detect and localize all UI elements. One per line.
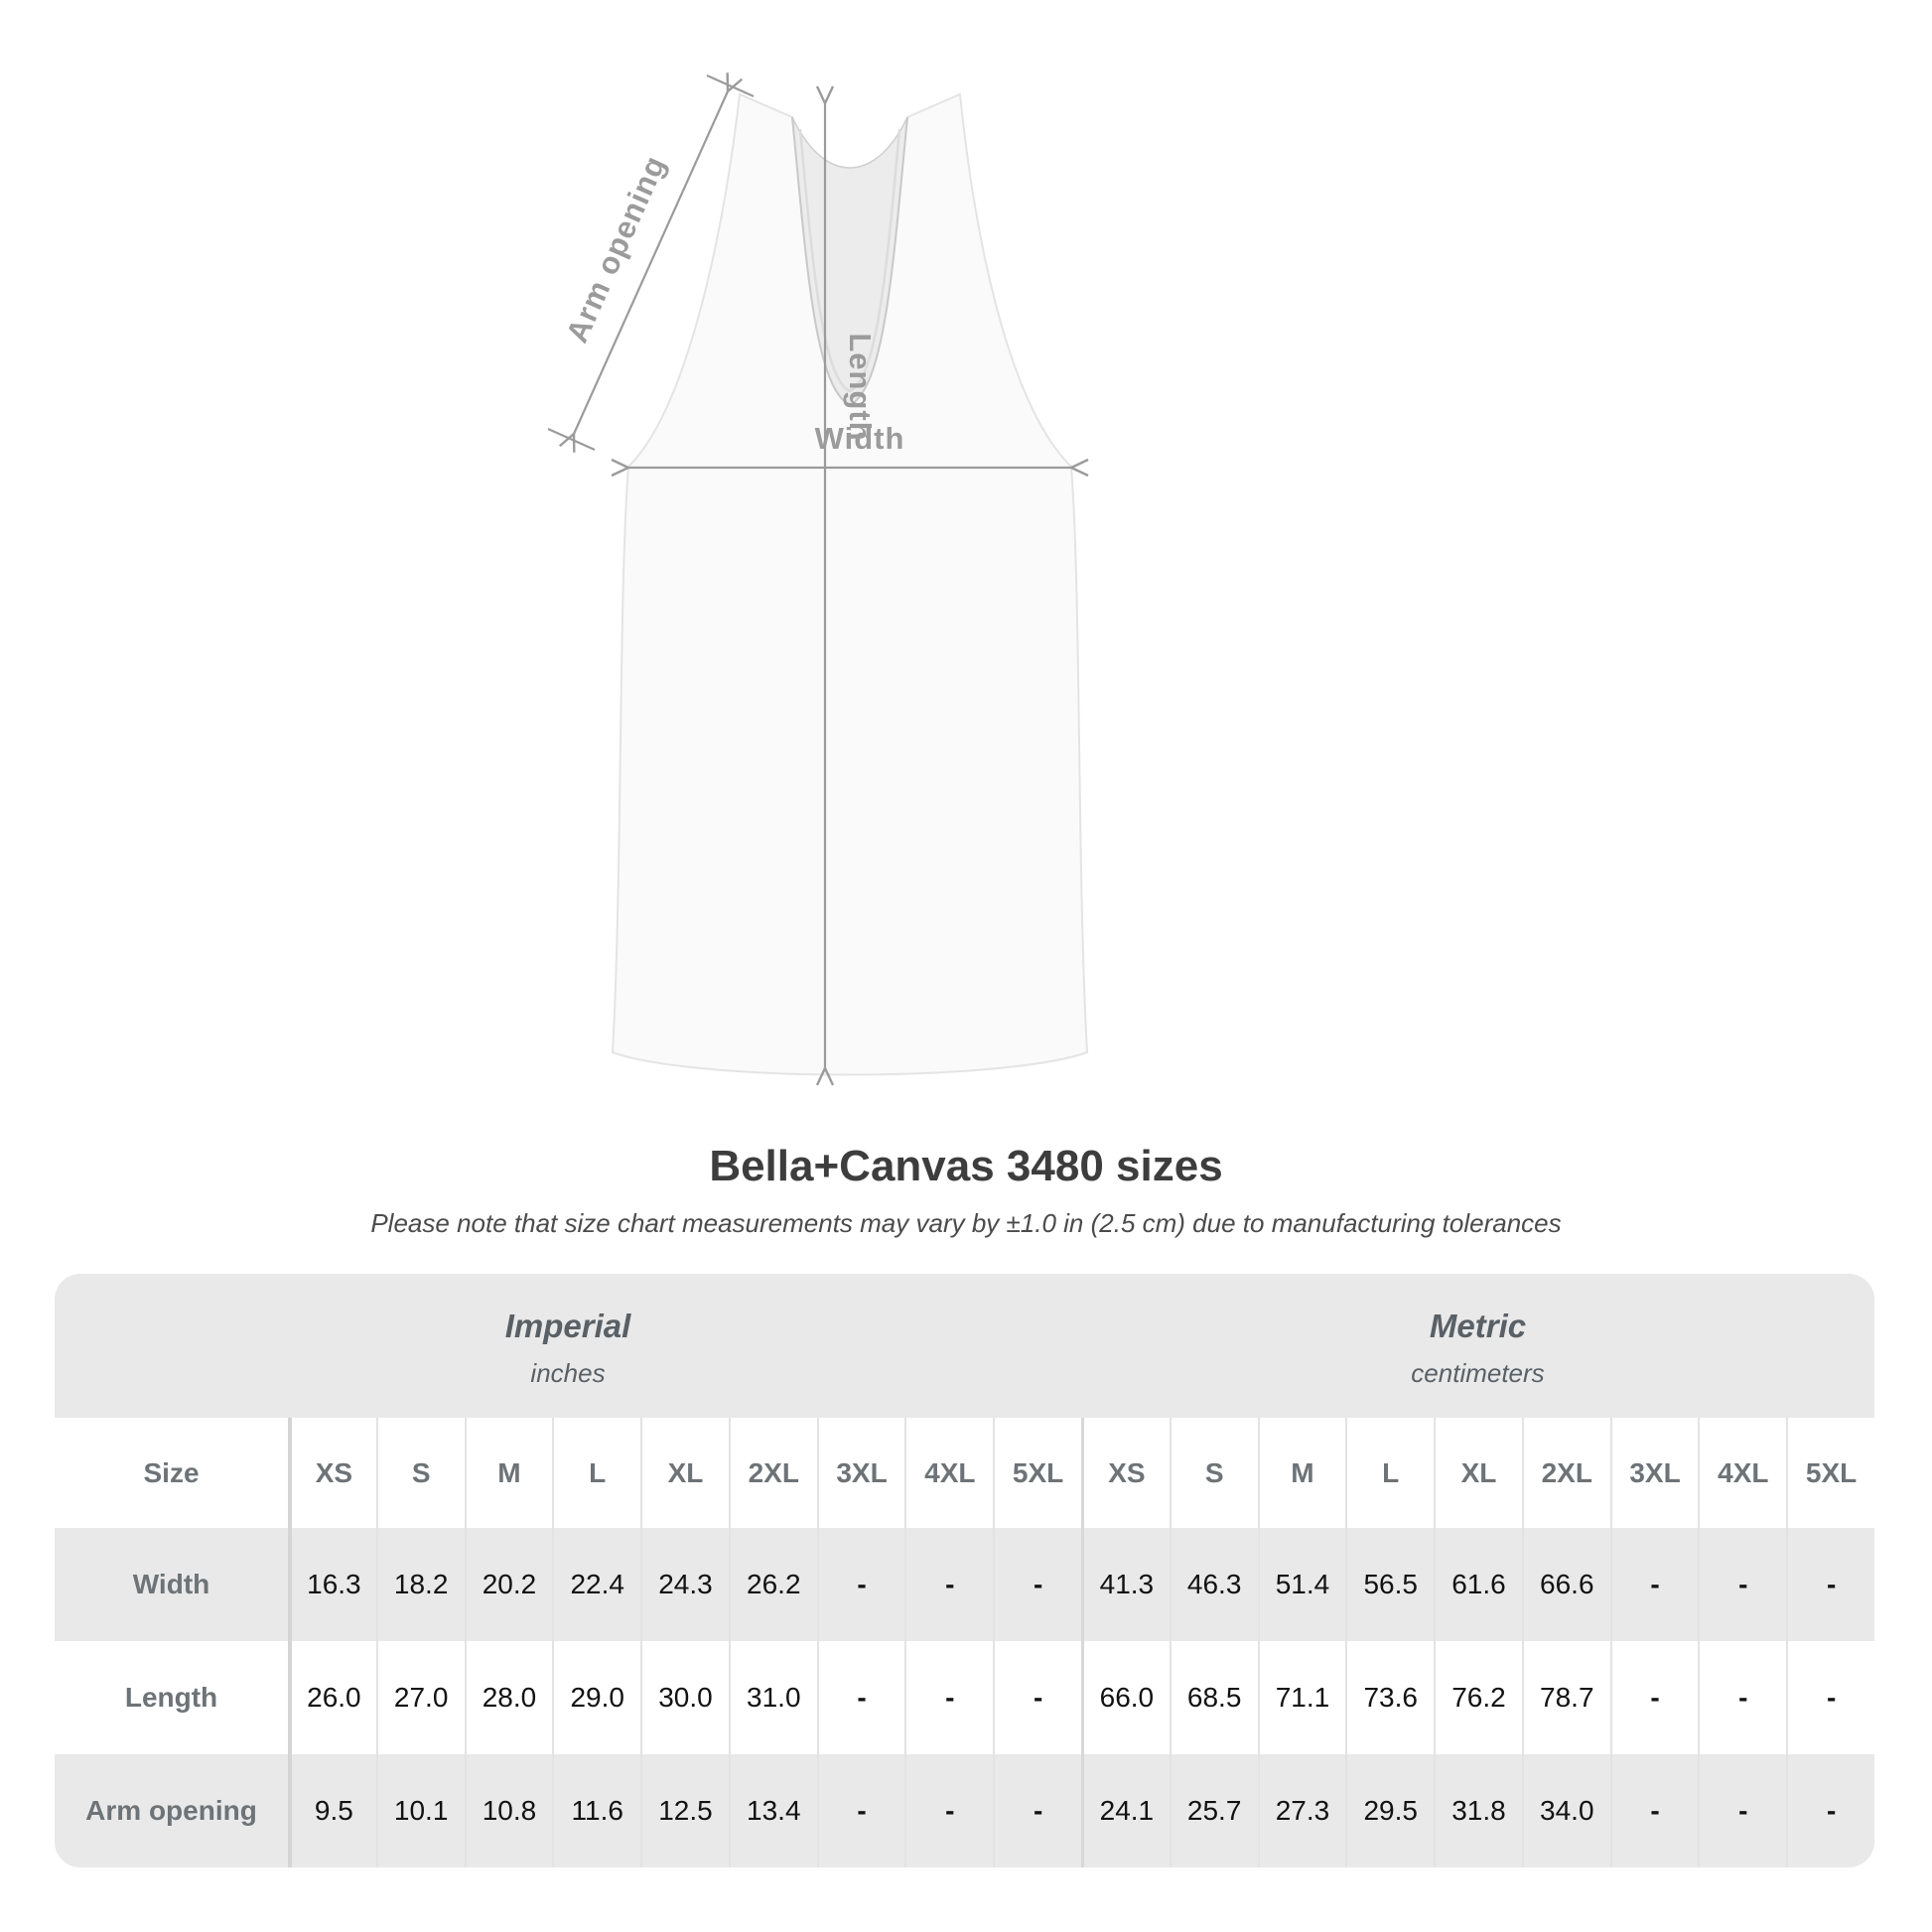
row-label: Length: [124, 1682, 218, 1713]
size-column-header: XL: [640, 1418, 729, 1528]
value-cell: -: [1786, 1641, 1874, 1754]
value-cell: 16.3: [288, 1528, 376, 1641]
value-cell: -: [1786, 1754, 1874, 1867]
value-cell: -: [1698, 1528, 1786, 1641]
value-cell: 41.3: [1081, 1528, 1170, 1641]
page-title: Bella+Canvas 3480 sizes: [709, 1142, 1223, 1190]
size-column-header: L: [552, 1418, 640, 1528]
value-cell: 10.8: [465, 1754, 553, 1867]
value-cell: 51.4: [1258, 1528, 1346, 1641]
value-cell: 22.4: [552, 1528, 640, 1641]
value-cell: 18.2: [376, 1528, 465, 1641]
size-chart-table: [55, 1274, 1874, 1867]
size-column-header: XS: [1081, 1418, 1170, 1528]
value-cell: -: [1698, 1754, 1786, 1867]
value-cell: 30.0: [640, 1641, 729, 1754]
value-cell: 34.0: [1522, 1754, 1610, 1867]
size-column-header: 2XL: [1522, 1418, 1610, 1528]
size-column-header: 4XL: [904, 1418, 993, 1528]
value-cell: 12.5: [640, 1754, 729, 1867]
value-cell: -: [1698, 1641, 1786, 1754]
size-column-header: 3XL: [817, 1418, 905, 1528]
value-cell: -: [993, 1528, 1081, 1641]
size-column-header: S: [1170, 1418, 1258, 1528]
value-cell: 27.3: [1258, 1754, 1346, 1867]
width-label: Width: [814, 421, 905, 456]
tolerance-note: Please note that size chart measurements may vary by ±1.0 in (2.5 cm) due to manufacturing tolerances: [370, 1208, 1562, 1238]
value-cell: 25.7: [1170, 1754, 1258, 1867]
value-cell: 24.3: [640, 1528, 729, 1641]
value-cell: 71.1: [1258, 1641, 1346, 1754]
metric-sublabel: centimeters: [1411, 1357, 1545, 1388]
value-cell: -: [993, 1754, 1081, 1867]
value-cell: 73.6: [1345, 1641, 1434, 1754]
value-cell: -: [993, 1641, 1081, 1754]
size-column-header: M: [465, 1418, 553, 1528]
value-cell: 66.6: [1522, 1528, 1610, 1641]
table-row-length: [55, 1641, 1874, 1754]
imperial-label: Imperial: [504, 1307, 631, 1344]
value-cell: -: [1786, 1528, 1874, 1641]
value-cell: 78.7: [1522, 1641, 1610, 1754]
measure-tick: [707, 75, 754, 96]
size-column-header: XS: [288, 1418, 376, 1528]
size-column-header: 4XL: [1698, 1418, 1786, 1528]
table-row-arm-opening: [55, 1754, 1874, 1867]
value-cell: 9.5: [288, 1754, 376, 1867]
metric-header: [1081, 1274, 1874, 1418]
size-column-header: 5XL: [993, 1418, 1081, 1528]
value-cell: 11.6: [552, 1754, 640, 1867]
value-cell: -: [1610, 1528, 1699, 1641]
value-cell: -: [817, 1754, 905, 1867]
value-cell: 28.0: [465, 1641, 553, 1754]
value-cell: 29.0: [552, 1641, 640, 1754]
value-cell: -: [1610, 1641, 1699, 1754]
value-cell: 56.5: [1345, 1528, 1434, 1641]
metric-label: Metric: [1429, 1307, 1527, 1344]
value-cell: 10.1: [376, 1754, 465, 1867]
length-label: Length: [843, 333, 878, 442]
value-cell: 20.2: [465, 1528, 553, 1641]
row-label: Width: [132, 1569, 210, 1599]
value-cell: 46.3: [1170, 1528, 1258, 1641]
imperial-sublabel: inches: [530, 1357, 606, 1388]
value-cell: 26.0: [288, 1641, 376, 1754]
value-cell: 66.0: [1081, 1641, 1170, 1754]
size-column-header: L: [1345, 1418, 1434, 1528]
unit-group-header-row: [55, 1274, 1874, 1418]
size-column-header: 3XL: [1610, 1418, 1699, 1528]
arm-opening-label: Arm opening: [559, 150, 673, 348]
size-column-header: S: [376, 1418, 465, 1528]
measure-tick: [548, 429, 595, 450]
value-cell: 61.6: [1434, 1528, 1522, 1641]
value-cell: 24.1: [1081, 1754, 1170, 1867]
value-cell: -: [1610, 1754, 1699, 1867]
size-column-header: XL: [1434, 1418, 1522, 1528]
size-column-header: 2XL: [729, 1418, 817, 1528]
size-header-row: [55, 1418, 1874, 1528]
table-row-width: [55, 1528, 1874, 1641]
value-cell: 13.4: [729, 1754, 817, 1867]
row-label: Arm opening: [85, 1795, 257, 1826]
value-cell: 29.5: [1345, 1754, 1434, 1867]
value-cell: -: [904, 1528, 993, 1641]
size-column-header: M: [1258, 1418, 1346, 1528]
value-cell: -: [817, 1528, 905, 1641]
value-cell: 31.0: [729, 1641, 817, 1754]
value-cell: -: [904, 1754, 993, 1867]
value-cell: -: [904, 1641, 993, 1754]
imperial-header: [55, 1274, 1081, 1418]
value-cell: 68.5: [1170, 1641, 1258, 1754]
tank-top-illustration: [613, 94, 1087, 1075]
value-cell: 26.2: [729, 1528, 817, 1641]
size-column-title: Size: [143, 1456, 200, 1488]
value-cell: 31.8: [1434, 1754, 1522, 1867]
value-cell: -: [817, 1641, 905, 1754]
value-cell: 27.0: [376, 1641, 465, 1754]
value-cell: 76.2: [1434, 1641, 1522, 1754]
size-column-header: 5XL: [1786, 1418, 1874, 1528]
